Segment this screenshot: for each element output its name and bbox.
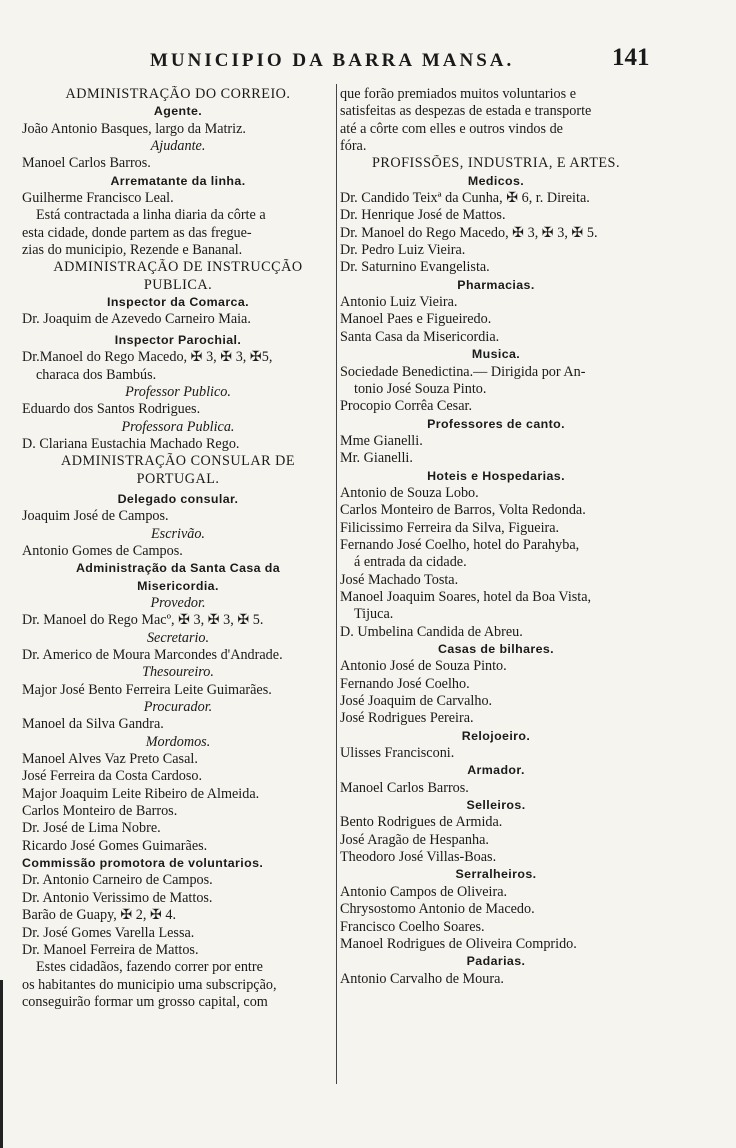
text-line: Antonio de Souza Lobo. xyxy=(340,484,479,501)
role-title: Ajudante. xyxy=(150,138,206,155)
text-line: Ulisses Francisconi. xyxy=(340,745,455,762)
text-line: Dr. Antonio Carneiro de Campos. xyxy=(22,872,213,889)
text-line: tonio José Souza Pinto. xyxy=(354,380,487,397)
text-line: Dr.Manoel do Rego Macedo, ✠ 3, ✠ 3, ✠5, xyxy=(22,349,273,366)
text-line: Manoel da Silva Gandra. xyxy=(22,716,164,733)
text-line: que forão premiados muitos voluntarios e xyxy=(340,86,577,102)
text-line: Major José Bento Ferreira Leite Guimarães. xyxy=(22,681,272,698)
left-column xyxy=(22,86,334,1011)
section-heading: Medicos. xyxy=(467,173,525,188)
text-line: Filicissimo Ferreira da Silva, Figueira. xyxy=(340,519,560,536)
text-line: Dr. Manoel do Rego Macº, ✠ 3, ✠ 3, ✠ 5. xyxy=(22,612,264,629)
text-line: José Rodrigues Pereira. xyxy=(340,710,474,727)
text-line: characa dos Bambús. xyxy=(36,366,157,383)
text-line: Manoel Carlos Barros. xyxy=(22,155,151,172)
text-line: João Antonio Basques, largo da Matriz. xyxy=(22,120,246,137)
text-line: Manoel Joaquim Soares, hotel da Boa Vista, xyxy=(340,588,592,605)
text-line: Eduardo dos Santos Rodrigues. xyxy=(22,401,201,418)
text-line: José Joaquim de Carvalho. xyxy=(340,693,493,710)
text-line: Manoel Rodrigues de Oliveira Comprido. xyxy=(340,935,577,952)
right-column xyxy=(340,86,652,988)
section-heading: Arrematante da linha. xyxy=(110,173,246,188)
text-line: Antonio Gomes de Campos. xyxy=(22,542,183,559)
text-line: Dr. Henrique José de Mattos. xyxy=(340,207,506,224)
text-line: José Ferreira da Costa Cardoso. xyxy=(22,768,203,785)
text-line: José Aragão de Hespanha. xyxy=(340,831,489,848)
text-line: D. Umbelina Candida de Abreu. xyxy=(340,623,523,640)
section-heading: Selleiros. xyxy=(466,798,526,813)
text-line: Manoel Carlos Barros. xyxy=(340,779,469,796)
role-title: Procurador. xyxy=(143,699,213,716)
text-line: José Machado Tosta. xyxy=(340,571,459,588)
section-heading: Professores de canto. xyxy=(427,416,565,431)
text-line: Ricardo José Gomes Guimarães. xyxy=(22,837,208,854)
text-line: Manoel Alves Vaz Preto Casal. xyxy=(22,751,198,768)
section-heading: Inspector da Comarca. xyxy=(107,295,249,310)
text-line: Francisco Coelho Soares. xyxy=(340,918,485,935)
role-title: Escrivão. xyxy=(151,525,205,542)
text-line: Santa Casa da Misericordia. xyxy=(340,328,500,345)
text-line: Dr. Candido Teixª da Cunha, ✠ 6, r. Direita. xyxy=(340,190,590,207)
text-line: satisfeitas as despezas de estada e transporte xyxy=(340,103,592,120)
text-line: Dr. José de Lima Nobre. xyxy=(22,820,161,837)
section-heading: Casas de bilhares. xyxy=(437,642,555,656)
text-line: Carlos Monteiro de Barros, Volta Redonda. xyxy=(340,502,586,519)
text-line: D. Clariana Eustachia Machado Rego. xyxy=(22,435,240,452)
text-line: Joaquim José de Campos. xyxy=(22,508,169,525)
text-line: Theodoro José Villas-Boas. xyxy=(340,849,497,866)
page-header xyxy=(0,44,736,80)
section-heading: PUBLICA. xyxy=(143,276,213,293)
text-line: Tijuca. xyxy=(354,606,394,623)
text-line: á entrada da cidade. xyxy=(354,554,467,571)
role-title: Professor Publico. xyxy=(125,383,231,400)
text-line: Está contractada a linha diaria da côrte a xyxy=(36,207,266,224)
text-line: Mr. Gianelli. xyxy=(340,450,413,467)
text-line: Procopio Corrêa Cesar. xyxy=(340,398,472,415)
text-line: Guilherme Francisco Leal. xyxy=(22,190,174,207)
role-title: Professora Publica. xyxy=(121,418,235,435)
text-line: Dr. Pedro Luiz Vieira. xyxy=(340,242,466,259)
text-line: Dr. Joaquim de Azevedo Carneiro Maia. xyxy=(22,311,251,328)
section-heading: PORTUGAL. xyxy=(136,470,220,487)
text-line: Antonio Luiz Vieira. xyxy=(340,294,458,311)
text-line: Dr. Antonio Verissimo de Mattos. xyxy=(22,889,213,906)
section-heading: Agente. xyxy=(153,104,203,119)
section-heading: Relojoeiro. xyxy=(461,728,531,743)
section-heading: Serralheiros. xyxy=(455,867,537,882)
text-line: Major Joaquim Leite Ribeiro de Almeida. xyxy=(22,785,260,802)
text-line: Manoel Paes e Figueiredo. xyxy=(340,311,492,328)
text-line: Carlos Monteiro de Barros. xyxy=(22,803,178,820)
text-line: Dr. Manoel Ferreira de Mattos. xyxy=(22,941,199,958)
text-line: os habitantes do municipio uma subscripção, xyxy=(22,976,277,993)
role-title: Provedor. xyxy=(150,594,206,611)
text-line: Dr. José Gomes Varella Lessa. xyxy=(22,924,195,941)
text-line: até a côrte com elles e outros vindos de xyxy=(340,120,563,137)
text-line: fóra. xyxy=(340,138,367,155)
text-line: conseguirão formar um grosso capital, com xyxy=(22,993,268,1010)
section-heading: ADMINISTRAÇÃO CONSULAR DE xyxy=(61,453,295,470)
section-heading: Hoteis e Hospedarias. xyxy=(427,468,565,483)
text-line: Chrysostomo Antonio de Macedo. xyxy=(340,901,535,918)
section-heading: Administração da Santa Casa da xyxy=(75,561,281,576)
text-line: Sociedade Benedictina.— Dirigida por An- xyxy=(340,363,586,380)
role-title: Secretario. xyxy=(146,629,210,646)
role-title: Thesoureiro. xyxy=(142,664,214,681)
text-line: Fernando José Coelho. xyxy=(340,675,470,692)
page-number: 141 xyxy=(612,44,650,71)
section-heading: Musica. xyxy=(471,347,521,362)
section-heading: Misericordia. xyxy=(137,578,219,593)
text-line: Dr. Americo de Moura Marcondes d'Andrade. xyxy=(22,647,283,663)
text-line: Bento Rodrigues de Armida. xyxy=(340,814,503,831)
section-heading: Armador. xyxy=(467,763,525,778)
text-line: Mme Gianelli. xyxy=(340,432,423,449)
text-line: Dr. Saturnino Evangelista. xyxy=(340,259,490,276)
section-heading: Padarias. xyxy=(466,954,526,969)
section-heading: PROFISSÕES, INDUSTRIA, E ARTES. xyxy=(372,155,620,172)
running-title: MUNICIPIO DA BARRA MANSA. xyxy=(150,50,515,71)
section-heading: ADMINISTRAÇÃO DE INSTRUCÇÃO xyxy=(53,259,303,276)
text-line: Barão de Guapy, ✠ 2, ✠ 4. xyxy=(22,907,177,924)
text-line: Antonio Campos de Oliveira. xyxy=(340,883,508,900)
text-line: Antonio José de Souza Pinto. xyxy=(340,658,507,675)
text-line: Fernando José Coelho, hotel do Parahyba, xyxy=(340,536,580,553)
text-line: Estes cidadãos, fazendo correr por entre xyxy=(36,959,263,976)
binding-edge xyxy=(0,980,3,1148)
section-heading: Commissão promotora de voluntarios. xyxy=(22,856,264,871)
text-line: zias do municipio, Rezende e Bananal. xyxy=(22,242,243,259)
role-title: Mordomos. xyxy=(145,733,211,750)
section-heading: ADMINISTRAÇÃO DO CORREIO. xyxy=(65,86,291,102)
text-line: Antonio Carvalho de Moura. xyxy=(340,970,504,987)
section-heading: Pharmacias. xyxy=(457,277,535,292)
column-divider xyxy=(336,84,337,1084)
text-line: Dr. Manoel do Rego Macedo, ✠ 3, ✠ 3, ✠ 5. xyxy=(340,224,598,241)
text-line: esta cidade, donde partem as das fregue- xyxy=(22,224,252,241)
section-heading: Delegado consular. xyxy=(117,491,239,506)
section-heading: Inspector Parochial. xyxy=(114,332,242,347)
